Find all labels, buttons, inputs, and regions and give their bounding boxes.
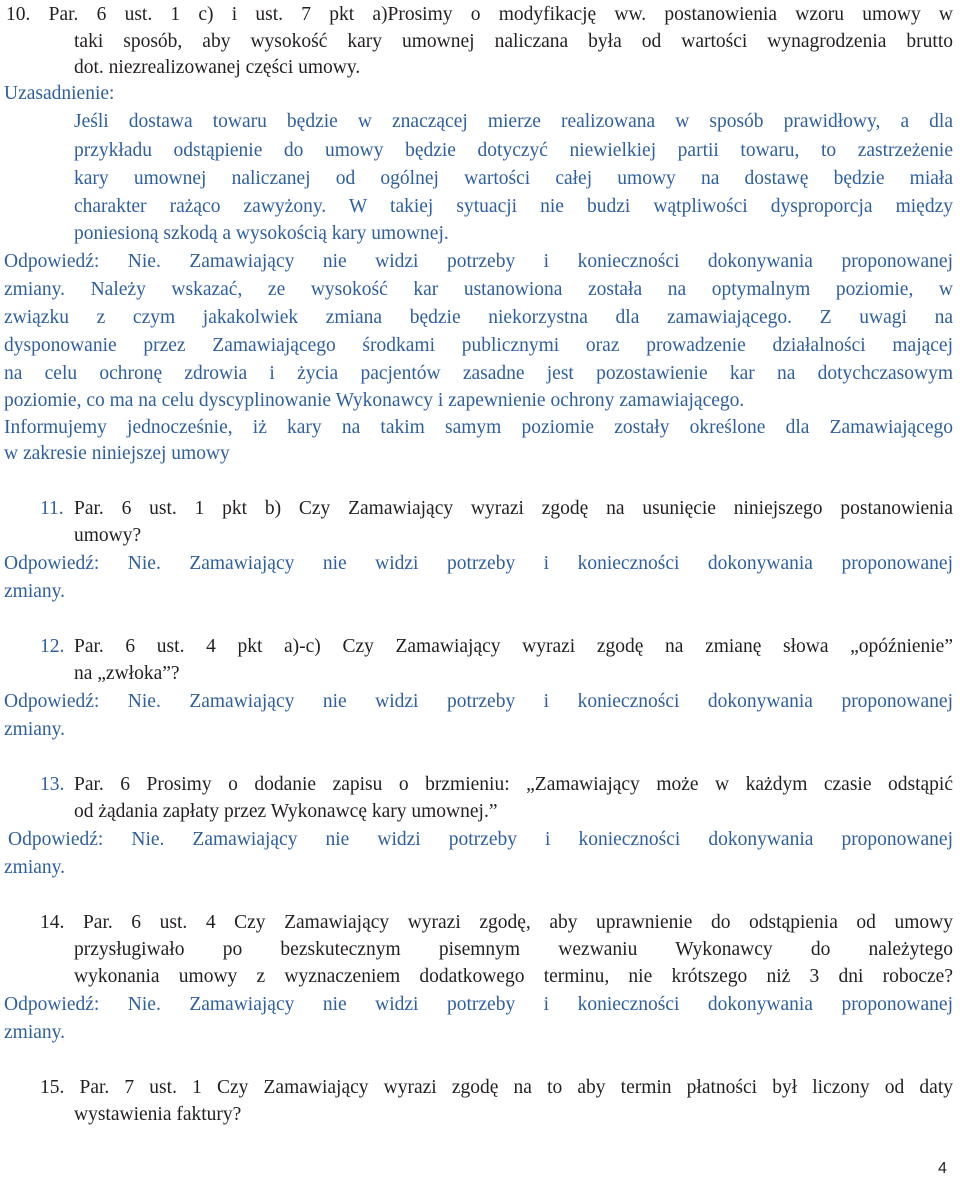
answer-13-line-1: Odpowiedź: Nie. Zamawiający nie widzi potrzeby i konieczności dokonywania proponowanej [8,829,953,850]
item-10-line-3: dot. niezrealizowanej części umowy. [74,57,361,78]
answer-13-line-2: zmiany. [4,857,66,878]
item-10-line-2: taki sposób, aby wysokość kary umownej naliczana była od wartości wynagrodzenia brutto [74,31,953,52]
answer-11-line-1: Odpowiedź: Nie. Zamawiający nie widzi potrzeby i konieczności dokonywania proponowanej [4,553,953,574]
item-13-number: 13. [40,774,65,795]
answer-14-line-1: Odpowiedź: Nie. Zamawiający nie widzi potrzeby i konieczności dokonywania proponowanej [4,994,953,1015]
answer-11-line-2: zmiany. [4,581,66,602]
answer-14-line-2: zmiany. [4,1022,66,1043]
answer-10-line-3: związku z czym jakakolwiek zmiana będzie niekorzystna dla zamawiającego. Z uwagi na [4,307,953,328]
item-15-line-1: 15. Par. 7 ust. 1 Czy Zamawiający wyrazi zgodę na to aby termin płatności był liczony od daty [40,1077,953,1098]
uzasadnienie-label: Uzasadnienie: [4,83,115,104]
item-14-line-2: przysługiwało po bezskutecznym pisemnym wezwaniu Wykonawcy do należytego [74,939,953,960]
answer-10-line-4: dysponowanie przez Zamawiającego środkami publicznymi oraz prowadzenie działalności mającej [4,335,953,356]
uzasadnienie-line-2: przykładu odstąpienie do umowy będzie dotyczyć niewielkiej partii towaru, to zastrzeżenie [74,140,953,161]
page-number: 4 [938,1160,947,1177]
uzasadnienie-line-5: poniesioną szkodą a wysokością kary umownej. [74,223,449,244]
item-11-line-2: umowy? [74,525,142,546]
item-13-line-2: od żądania zapłaty przez Wykonawcę kary umownej.” [74,801,498,822]
answer-10-line-8: w zakresie niniejszej umowy [4,443,230,464]
item-14-line-3: wykonania umowy z wyznaczeniem dodatkowego terminu, nie krótszego niż 3 dni robocze? [74,966,953,987]
item-14-line-1: 14. Par. 6 ust. 4 Czy Zamawiający wyrazi zgodę, aby uprawnienie do odstąpienia od umowy [40,912,953,933]
item-12-line-2: na „zwłoka”? [74,663,180,684]
item-11-line-1: Par. 6 ust. 1 pkt b) Czy Zamawiający wyrazi zgodę na usunięcie niniejszego postanowienia [74,498,953,519]
answer-12-line-2: zmiany. [4,719,66,740]
answer-10-line-7: Informujemy jednocześnie, iż kary na takim samym poziomie zostały określone dla Zamawiającego [4,417,953,438]
answer-10-line-2: zmiany. Należy wskazać, ze wysokość kar ustanowiona została na optymalnym poziomie, w [4,279,953,300]
item-13-line-1: Par. 6 Prosimy o dodanie zapisu o brzmieniu: „Zamawiający może w każdym czasie odstąpić [74,774,953,795]
answer-10-line-5: na celu ochronę zdrowia i życia pacjentów zasadne jest pozostawienie kar na dotychczasowym [4,363,953,384]
uzasadnienie-line-4: charakter rażąco zawyżony. W takiej sytuacji nie budzi wątpliwości dysproporcja między [74,196,953,217]
uzasadnienie-line-1: Jeśli dostawa towaru będzie w znaczącej mierze realizowana w sposób prawidłowy, a dla [74,111,953,132]
answer-12-line-1: Odpowiedź: Nie. Zamawiający nie widzi potrzeby i konieczności dokonywania proponowanej [4,691,953,712]
item-12-line-1: Par. 6 ust. 4 pkt a)-c) Czy Zamawiający wyrazi zgodę na zmianę słowa „opóźnienie” [74,636,953,657]
uzasadnienie-line-3: kary umownej naliczanej od ogólnej wartości całej umowy na dostawę będzie miała [74,168,953,189]
answer-10-line-6: poziomie, co ma na celu dyscyplinowanie Wykonawcy i zapewnienie ochrony zamawiającego. [4,390,745,411]
item-11-number: 11. [40,498,64,519]
item-15-line-2: wystawienia faktury? [74,1104,242,1125]
item-12-number: 12. [40,636,65,657]
item-10-line-1: 10. Par. 6 ust. 1 c) i ust. 7 pkt a)Prosimy o modyfikację ww. postanowienia wzoru umowy w [6,4,953,25]
answer-10-line-1: Odpowiedź: Nie. Zamawiający nie widzi potrzeby i konieczności dokonywania proponowanej [4,251,953,272]
